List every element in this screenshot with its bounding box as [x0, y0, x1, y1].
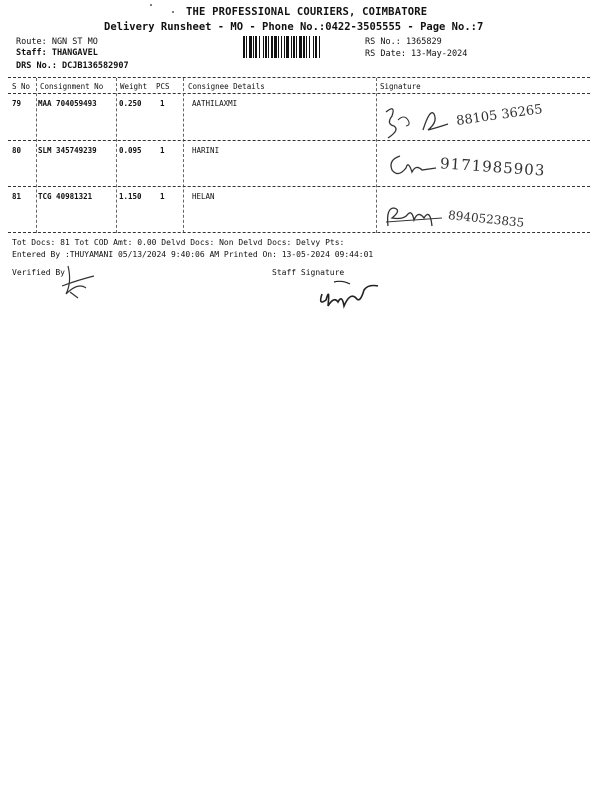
row-sno: 79: [12, 99, 22, 108]
row-consignee: HELAN: [192, 192, 215, 201]
row-divider: [8, 232, 590, 233]
row-sno: 81: [12, 192, 22, 201]
handwritten-phone: 9171985903: [439, 154, 546, 180]
row-consignment: MAA 704059493: [38, 99, 97, 108]
divider: [8, 77, 590, 78]
staff-signature-icon: [316, 276, 386, 316]
barcode-icon: [243, 36, 357, 58]
column-separator: [36, 78, 37, 233]
col-header-sno: S No: [12, 82, 31, 91]
col-header-consignment: Consignment No: [40, 82, 104, 91]
row-sno: 80: [12, 146, 22, 155]
page-subtitle: Delivery Runsheet - MO - Phone No.:0422-3505555 - Page No.:7: [104, 21, 484, 33]
row-consignment: TCG 40981321: [38, 192, 93, 201]
row-consignee: AATHILAXMI: [192, 99, 238, 108]
route-label: Route: NGN ST MO: [16, 37, 98, 47]
rs-number: RS No.: 1365829: [365, 37, 442, 47]
row-consignee: HARINI: [192, 146, 220, 155]
column-separator: [376, 78, 377, 233]
scan-noise: [150, 4, 152, 6]
row-weight: 0.250: [119, 99, 142, 108]
row-pcs: 1: [160, 99, 165, 108]
divider: [8, 93, 590, 94]
scan-noise: [172, 11, 174, 13]
rs-date: RS Date: 13-May-2024: [365, 49, 468, 59]
verified-by-label: Verified By: [12, 268, 65, 277]
totals-line: Tot Docs: 81 Tot COD Amt: 0.00 Delvd Docs: Non Delvd Docs: Delvy Pts:: [12, 238, 345, 247]
column-separator: [183, 78, 184, 233]
col-header-weight: Weight: [120, 82, 148, 91]
col-header-signature: Signature: [380, 82, 421, 91]
staff-signature-label: Staff Signature: [272, 268, 345, 277]
page-title: THE PROFESSIONAL COURIERS, COIMBATORE: [186, 6, 428, 18]
column-separator: [116, 78, 117, 233]
staff-label: Staff: THANGAVEL: [16, 48, 98, 58]
col-header-consignee: Consignee Details: [188, 82, 265, 91]
handwritten-signature-icon: [382, 200, 452, 232]
row-consignment: SLM 345749239: [38, 146, 97, 155]
row-weight: 0.095: [119, 146, 142, 155]
handwritten-phone: 8940523835: [447, 208, 525, 230]
row-divider: [8, 140, 590, 141]
row-weight: 1.150: [119, 192, 142, 201]
verifier-signature-icon: [58, 262, 98, 302]
entered-by-line: Entered By :THUYAMANI 05/13/2024 9:40:06 AM Printed On: 13-05-2024 09:44:01: [12, 250, 374, 259]
handwritten-phone: 88105 36265: [455, 102, 544, 129]
col-header-pcs: PCS: [156, 82, 170, 91]
handwritten-signature-icon: [386, 150, 446, 184]
row-pcs: 1: [160, 146, 165, 155]
drs-number: DRS No.: DCJB136582907: [16, 61, 129, 71]
row-pcs: 1: [160, 192, 165, 201]
row-divider: [8, 186, 590, 187]
